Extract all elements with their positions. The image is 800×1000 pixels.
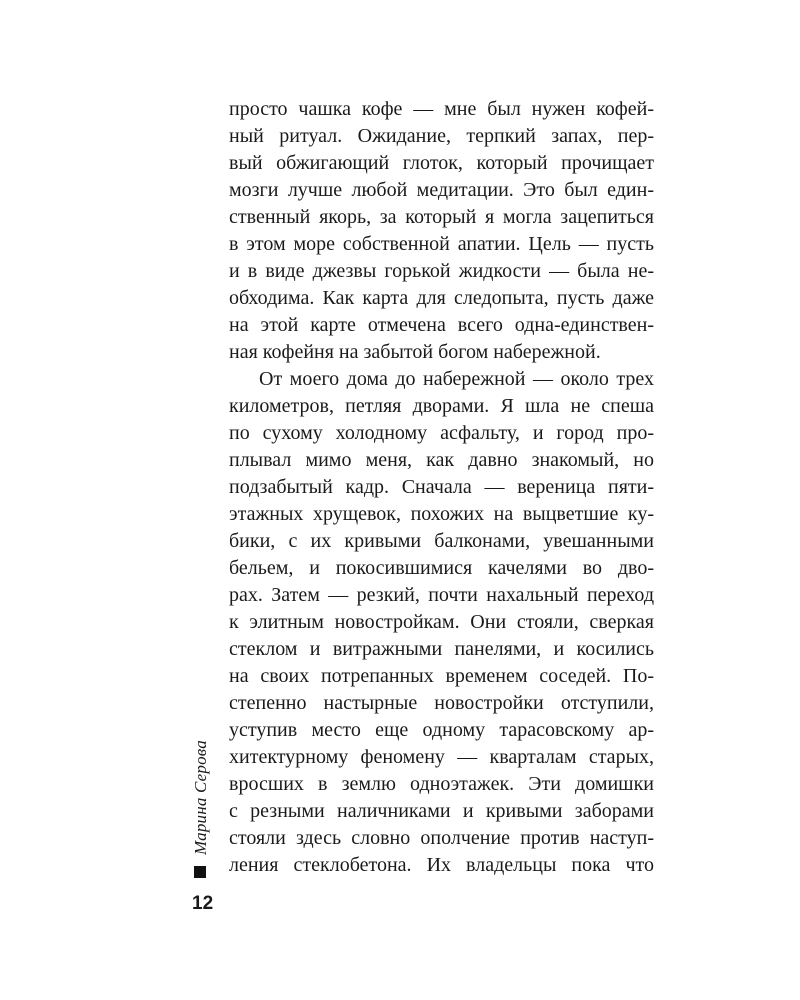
text-line: подзабытый кадр. Сначала — вереница пяти- — [229, 476, 654, 498]
text-line: этажных хрущевок, похожих на выцветшие ку- — [229, 503, 654, 525]
text-line: вросших в землю одноэтажек. Эти домишки — [229, 773, 654, 795]
text-line: бики, с их кривыми балконами, увешанными — [229, 530, 654, 552]
page-number: 12 — [192, 893, 214, 914]
text-line: на этой карте отмечена всего одна-единствен- — [229, 314, 654, 336]
text-line: плывал мимо меня, как давно знакомый, но — [229, 449, 654, 471]
text-line: хитектурному феномену — кварталам старых, — [229, 746, 654, 768]
text-line: степенно настырные новостройки отступили, — [229, 692, 654, 714]
text-line: рах. Затем — резкий, почти нахальный переход — [229, 584, 654, 606]
text-line: стояли здесь словно ополчение против наступ- — [229, 827, 654, 849]
text-line: по сухому холодному асфальту, и город про- — [229, 422, 654, 444]
text-line: уступив место еще одному тарасовскому ар- — [229, 719, 654, 741]
text-line: ная кофейня на забытой богом набережной. — [229, 341, 601, 363]
text-line: просто чашка кофе — мне был нужен кофей- — [229, 98, 654, 120]
text-line: ный ритуал. Ожидание, терпкий запах, пер- — [229, 125, 654, 147]
text-line: вый обжигающий глоток, который прочищает — [229, 152, 654, 174]
text-line: в этом море собственной апатии. Цель — пусть — [229, 233, 654, 255]
paragraph — [229, 96, 654, 366]
text-line: километров, петляя дворами. Я шла не спеша — [229, 395, 654, 417]
paragraph — [229, 366, 654, 879]
text-line: на своих потрепанных временем соседей. По- — [229, 665, 654, 687]
text-line: бельем, и покосившимися качелями во дво- — [229, 557, 654, 579]
text-line: и в виде джезвы горькой жидкости — была не- — [229, 260, 654, 282]
text-line: обходима. Как карта для следопыта, пусть даже — [229, 287, 654, 309]
text-line: ления стеклобетона. Их владельцы пока что — [229, 854, 654, 876]
page-marker-square — [194, 866, 206, 878]
text-line: мозги лучше любой медитации. Это был един- — [229, 179, 654, 201]
text-line: к элитным новостройкам. Они стояли, сверкая — [229, 611, 654, 633]
text-line: с резными наличниками и кривыми заборами — [229, 800, 654, 822]
text-line: ственный якорь, за который я могла зацепиться — [229, 206, 654, 228]
running-head-author: Марина Серова — [191, 740, 210, 855]
text-line: От моего дома до набережной — около трех — [259, 368, 654, 390]
body-text — [229, 96, 654, 879]
text-line: стеклом и витражными панелями, и косились — [229, 638, 654, 660]
